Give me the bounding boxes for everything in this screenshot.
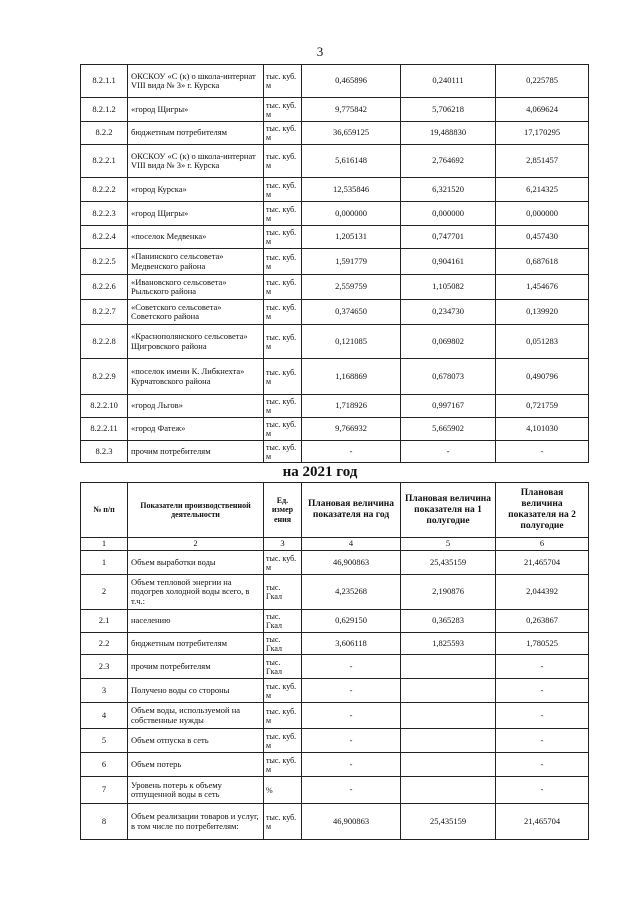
row-value-half1 [401, 777, 496, 804]
row-value-half2: 21,465704 [496, 804, 589, 840]
row-number: 8 [81, 804, 128, 840]
row-name: бюджетным потребителям [128, 122, 264, 145]
row-name: Объем тепловой энергии на подогрев холодной воды всего, в т.ч.: [128, 575, 264, 610]
row-value-half2: - [496, 777, 589, 804]
table-row [81, 249, 589, 275]
row-number: 8.2.2.3 [81, 202, 128, 226]
row-number: 2.3 [81, 655, 128, 679]
row-value-half2: - [496, 703, 589, 729]
row-value-year: 1,205131 [302, 226, 401, 249]
row-value-year: 1,591779 [302, 249, 401, 275]
row-number: 1 [81, 551, 128, 575]
row-value-half2: 17,170295 [496, 122, 589, 145]
row-unit: тыс. куб. м [264, 98, 302, 122]
row-value-half1: 0,240111 [401, 65, 496, 98]
row-value-half1: 5,706218 [401, 98, 496, 122]
table-row [81, 441, 589, 463]
row-unit: тыс. куб. м [264, 359, 302, 395]
row-value-half2: 1,454676 [496, 275, 589, 300]
row-unit: тыс. куб. м [264, 202, 302, 226]
row-name: «город Щигры» [128, 202, 264, 226]
row-name: «поселок Медвенка» [128, 226, 264, 249]
row-value-half2: 0,225785 [496, 65, 589, 98]
table-row [81, 122, 589, 145]
row-value-year: - [302, 679, 401, 703]
row-number: 8.2.1.2 [81, 98, 128, 122]
row-value-year: 12,535846 [302, 178, 401, 202]
row-value-half2: - [496, 441, 589, 463]
table-row [81, 753, 589, 777]
row-value-half1: 0,234730 [401, 300, 496, 325]
row-value-half2: 0,139920 [496, 300, 589, 325]
row-value-half1: 0,747701 [401, 226, 496, 249]
consumption-table-continued [80, 64, 589, 463]
table-row [81, 226, 589, 249]
row-unit: тыс. куб. м [264, 441, 302, 463]
row-value-year: 0,629150 [302, 610, 401, 633]
row-name: Объем выработки воды [128, 551, 264, 575]
row-value-half2: 0,490796 [496, 359, 589, 395]
row-unit: тыс. куб. м [264, 729, 302, 753]
table-header-row [81, 483, 589, 538]
row-number: 4 [81, 703, 128, 729]
row-name: «поселок имени К. Либкнехта» Курчатовского района [128, 359, 264, 395]
row-value-half1: 19,488830 [401, 122, 496, 145]
row-unit: тыс. куб. м [264, 551, 302, 575]
row-number: 6 [81, 753, 128, 777]
row-unit: тыс. куб. м [264, 65, 302, 98]
row-value-half1: 0,904161 [401, 249, 496, 275]
row-number: 5 [81, 729, 128, 753]
header-half1-value: Плановая величина показателя на 1 полугодие [401, 483, 496, 538]
row-value-year: 46,900863 [302, 551, 401, 575]
row-value-half2: 1,780525 [496, 633, 589, 655]
row-value-half2: - [496, 753, 589, 777]
column-number-row [81, 538, 589, 551]
row-value-year: 0,000000 [302, 202, 401, 226]
row-value-year: 0,465896 [302, 65, 401, 98]
row-value-year: 9,766932 [302, 418, 401, 441]
table-row [81, 703, 589, 729]
column-number: 2 [128, 538, 264, 551]
year-title: на 2021 год [282, 464, 358, 480]
table-row [81, 777, 589, 804]
row-unit: тыс. куб. м [264, 325, 302, 359]
row-value-year: - [302, 777, 401, 804]
row-value-half2: 0,687618 [496, 249, 589, 275]
row-name: прочим потребителям [128, 441, 264, 463]
row-unit: тыс. куб. м [264, 275, 302, 300]
row-value-half1: 0,069802 [401, 325, 496, 359]
row-value-half2: - [496, 729, 589, 753]
row-name: прочим потребителям [128, 655, 264, 679]
row-value-half2: 2,851457 [496, 145, 589, 178]
table-row [81, 178, 589, 202]
row-value-half1: 1,825593 [401, 633, 496, 655]
row-unit: тыс. куб. м [264, 804, 302, 840]
row-name: ОКСКОУ «С (к) о школа-интернат VIII вида № 3» г. Курска [128, 65, 264, 98]
row-value-half1: 25,435159 [401, 804, 496, 840]
row-value-half2: 0,263867 [496, 610, 589, 633]
row-number: 8.2.1.1 [81, 65, 128, 98]
table-row [81, 145, 589, 178]
row-name: Уровень потерь к объему отпущенной воды в сеть [128, 777, 264, 804]
row-number: 8.2.2.2 [81, 178, 128, 202]
row-name: «город Фатеж» [128, 418, 264, 441]
row-value-year: - [302, 703, 401, 729]
table-row [81, 551, 589, 575]
row-unit: тыс. куб. м [264, 249, 302, 275]
row-value-half1 [401, 655, 496, 679]
row-value-year: 46,900863 [302, 804, 401, 840]
row-value-half1: - [401, 441, 496, 463]
row-name: «Ивановского сельсовета» Рыльского района [128, 275, 264, 300]
row-value-half2: 0,721759 [496, 395, 589, 418]
row-name: Объем потерь [128, 753, 264, 777]
row-unit: тыс. Гкал [264, 655, 302, 679]
row-name: ОКСКОУ «С (к) о школа-интернат VIII вида № 3» г. Курска [128, 145, 264, 178]
table-row [81, 300, 589, 325]
table-row [81, 359, 589, 395]
table-row [81, 202, 589, 226]
table-row [81, 633, 589, 655]
row-number: 2 [81, 575, 128, 610]
table-row [81, 98, 589, 122]
row-number: 2.2 [81, 633, 128, 655]
row-value-half2: 0,457430 [496, 226, 589, 249]
table-row [81, 804, 589, 840]
row-value-year: 0,374650 [302, 300, 401, 325]
row-unit: тыс. куб. м [264, 753, 302, 777]
row-value-year: 0,121085 [302, 325, 401, 359]
row-number: 8.2.2 [81, 122, 128, 145]
row-number: 8.2.2.9 [81, 359, 128, 395]
row-value-half1: 1,105082 [401, 275, 496, 300]
row-value-half2: - [496, 655, 589, 679]
row-unit: тыс. куб. м [264, 395, 302, 418]
row-value-half1 [401, 729, 496, 753]
page-number: 3 [316, 44, 324, 59]
table-row [81, 729, 589, 753]
row-value-year: - [302, 655, 401, 679]
table-row [81, 275, 589, 300]
row-unit: тыс. куб. м [264, 122, 302, 145]
row-value-half2: 2,044392 [496, 575, 589, 610]
row-name: «Советского сельсовета» Советского района [128, 300, 264, 325]
row-value-half1: 0,997167 [401, 395, 496, 418]
row-name: «город Щигры» [128, 98, 264, 122]
table-row [81, 655, 589, 679]
row-value-half1: 6,321520 [401, 178, 496, 202]
row-name: населению [128, 610, 264, 633]
row-value-year: 5,616148 [302, 145, 401, 178]
row-name: Получено воды со стороны [128, 679, 264, 703]
row-name: Объем отпуска в сеть [128, 729, 264, 753]
row-name: «город Льгов» [128, 395, 264, 418]
header-year-value: Плановая величина показателя на год [302, 483, 401, 538]
row-value-year: - [302, 441, 401, 463]
row-unit: тыс. куб. м [264, 178, 302, 202]
row-value-half2: 4,069624 [496, 98, 589, 122]
row-number: 8.2.2.5 [81, 249, 128, 275]
row-name: Объем реализации товаров и услуг, в том числе по потребителям: [128, 804, 264, 840]
row-value-half1 [401, 679, 496, 703]
row-unit: тыс. куб. м [264, 703, 302, 729]
row-value-half2: 0,000000 [496, 202, 589, 226]
row-unit: тыс. Гкал [264, 610, 302, 633]
table-row [81, 65, 589, 98]
column-number: 5 [401, 538, 496, 551]
row-value-half1: 2,190876 [401, 575, 496, 610]
row-unit: тыс. куб. м [264, 300, 302, 325]
header-half2-value: Плановая величина показателя на 2 полугодие [496, 483, 589, 538]
row-value-year: 36,659125 [302, 122, 401, 145]
production-indicators-table [80, 482, 589, 840]
row-name: «Краснополянского сельсовета» Щигровского района [128, 325, 264, 359]
column-number: 3 [264, 538, 302, 551]
row-value-year: 4,235268 [302, 575, 401, 610]
table-row [81, 575, 589, 610]
row-name: «Панинского сельсовета» Медвенского района [128, 249, 264, 275]
row-value-half2: - [496, 679, 589, 703]
row-value-year: 1,718926 [302, 395, 401, 418]
row-value-year: - [302, 729, 401, 753]
table-row [81, 610, 589, 633]
row-value-half2: 21,465704 [496, 551, 589, 575]
row-unit: % [264, 777, 302, 804]
column-number: 1 [81, 538, 128, 551]
row-name: бюджетным потребителям [128, 633, 264, 655]
row-number: 3 [81, 679, 128, 703]
row-value-year: - [302, 753, 401, 777]
row-value-year: 1,168869 [302, 359, 401, 395]
row-value-half2: 6,214325 [496, 178, 589, 202]
row-number: 8.2.2.11 [81, 418, 128, 441]
row-value-year: 2,559759 [302, 275, 401, 300]
table-row [81, 679, 589, 703]
row-unit: тыс. куб. м [264, 145, 302, 178]
row-number: 7 [81, 777, 128, 804]
table-row [81, 418, 589, 441]
header-indicator: Показатели производственной деятельности [128, 483, 264, 538]
row-number: 8.2.2.8 [81, 325, 128, 359]
row-unit: тыс. куб. м [264, 418, 302, 441]
row-value-half2: 4,101030 [496, 418, 589, 441]
header-number: № п/п [81, 483, 128, 538]
row-value-half1: 25,435159 [401, 551, 496, 575]
header-unit: Ед. измер ения [264, 483, 302, 538]
row-value-year: 3,606118 [302, 633, 401, 655]
column-number: 4 [302, 538, 401, 551]
row-number: 2.1 [81, 610, 128, 633]
row-value-half1: 0,678073 [401, 359, 496, 395]
row-number: 8.2.2.6 [81, 275, 128, 300]
row-value-half1: 0,000000 [401, 202, 496, 226]
row-value-half1: 2,764692 [401, 145, 496, 178]
row-value-half1: 0,365283 [401, 610, 496, 633]
row-number: 8.2.2.4 [81, 226, 128, 249]
row-value-year: 9,775842 [302, 98, 401, 122]
row-number: 8.2.3 [81, 441, 128, 463]
table-row [81, 395, 589, 418]
row-unit: тыс. Гкал [264, 575, 302, 610]
row-unit: тыс. куб. м [264, 679, 302, 703]
row-number: 8.2.2.10 [81, 395, 128, 418]
column-number: 6 [496, 538, 589, 551]
row-name: Объем воды, используемой на собственные нужды [128, 703, 264, 729]
row-value-half1 [401, 703, 496, 729]
table-row [81, 325, 589, 359]
row-value-half1: 5,665902 [401, 418, 496, 441]
row-value-half2: 0,051283 [496, 325, 589, 359]
row-name: «город Курска» [128, 178, 264, 202]
row-unit: тыс. куб. м [264, 226, 302, 249]
row-value-half1 [401, 753, 496, 777]
row-unit: тыс. Гкал [264, 633, 302, 655]
row-number: 8.2.2.7 [81, 300, 128, 325]
row-number: 8.2.2.1 [81, 145, 128, 178]
